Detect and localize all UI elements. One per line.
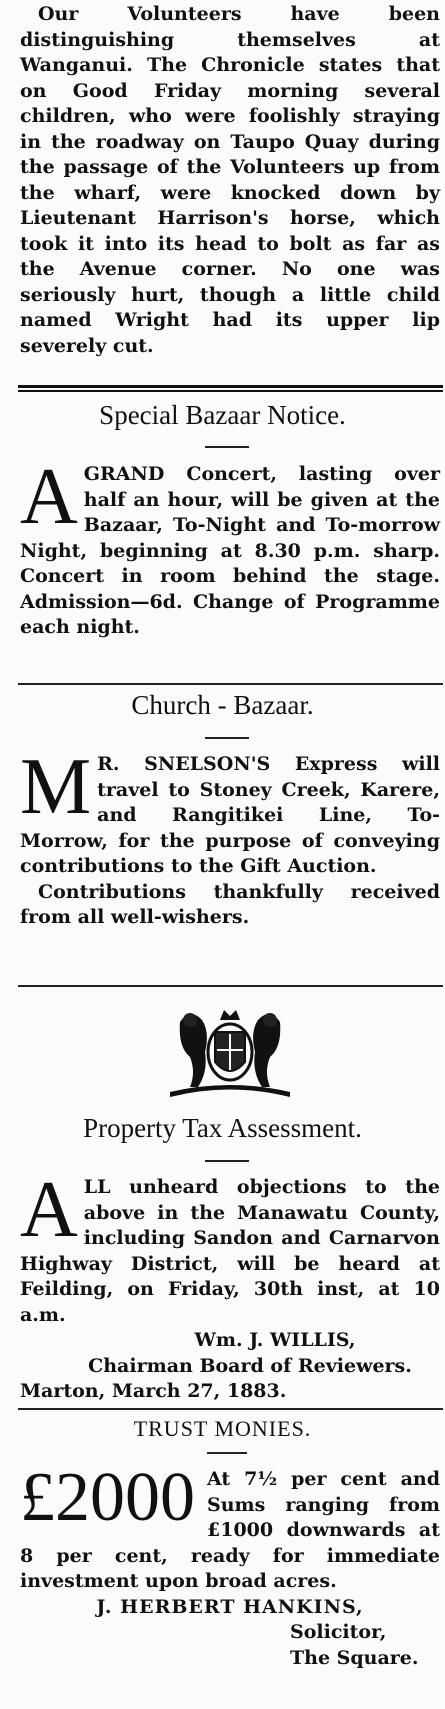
- section-divider: [18, 385, 443, 392]
- trust-monies-signer-title: Solicitor,: [290, 1621, 387, 1643]
- section-divider: [18, 683, 443, 685]
- heading-underline: [205, 737, 249, 739]
- drop-cap: A: [20, 1166, 78, 1254]
- church-bazaar-body: R. SNELSON'S Express will travel to Stoney Creek, Karere, and Rangitikei Line, To-Morrow, for the purpose of conveying contributions to the Gift Auction.: [20, 753, 440, 877]
- heading-underline: [207, 1452, 247, 1454]
- heading-underline: [205, 446, 249, 448]
- church-bazaar-heading: Church - Bazaar.: [131, 690, 314, 720]
- news-article: [20, 2, 440, 359]
- trust-monies-amount: £2000: [20, 1459, 195, 1536]
- section-divider: [18, 985, 443, 987]
- drop-cap: A: [20, 453, 78, 541]
- trust-monies-heading: TRUST MONIES.: [133, 1416, 312, 1441]
- section-divider: [18, 1408, 443, 1410]
- property-tax-ad: [20, 1166, 440, 1405]
- property-tax-signer: Wm. J. WILLIS,: [194, 1329, 356, 1351]
- heading-underline: [205, 1160, 249, 1162]
- bazaar-notice-ad: [20, 453, 440, 641]
- news-paragraph: Our Volunteers have been distinguishing themselves at Wanganui. The Chronicle states that on Good Friday morning several children, who were foolishly straying in the roadway on Taupo Quay during the passage of the Volunteers up from the wharf, were knocked down by Lieutenant Harrison's horse, which took it into its head to bolt as far as the Avenue corner. No one was seriously hurt, though a little child named Wright had its upper lip severely cut.: [20, 3, 440, 357]
- trust-monies-body: At 7½ per cent and Sums ranging from £1000 downwards at 8 per cent, ready for immediate investment upon broad acres.: [20, 1468, 440, 1592]
- property-tax-body: LL unheard objections to the above in the Manawatu County, including Sandon and Carnarvon Highway District, will be heard at Feilding, on Friday, 30th inst, at 10 a.m.: [20, 1176, 440, 1326]
- trust-monies-address: The Square.: [290, 1646, 419, 1669]
- trust-monies-signer: J. HERBERT HANKINS,: [96, 1595, 364, 1618]
- bazaar-notice-heading: Special Bazaar Notice.: [99, 400, 346, 430]
- property-tax-place-date: Marton, March 27, 1883.: [20, 1380, 287, 1402]
- royal-coat-of-arms-icon: [160, 1002, 300, 1102]
- property-tax-signer-title: Chairman Board of Reviewers.: [88, 1354, 412, 1377]
- church-bazaar-ad: [20, 743, 440, 931]
- trust-monies-ad: [20, 1459, 440, 1671]
- drop-cap: M: [20, 743, 92, 831]
- property-tax-heading: Property Tax Assessment.: [83, 1113, 362, 1143]
- church-bazaar-closing: Contributions thankfully received from all well-wishers.: [20, 880, 440, 928]
- bazaar-notice-body: GRAND Concert, lasting over half an hour, will be given at the Bazaar, To-Night and To-morrow Night, beginning at 8.30 p.m. sharp. Concert in room behind the stage. Admission—6d. Change of Programme each night.: [20, 463, 440, 638]
